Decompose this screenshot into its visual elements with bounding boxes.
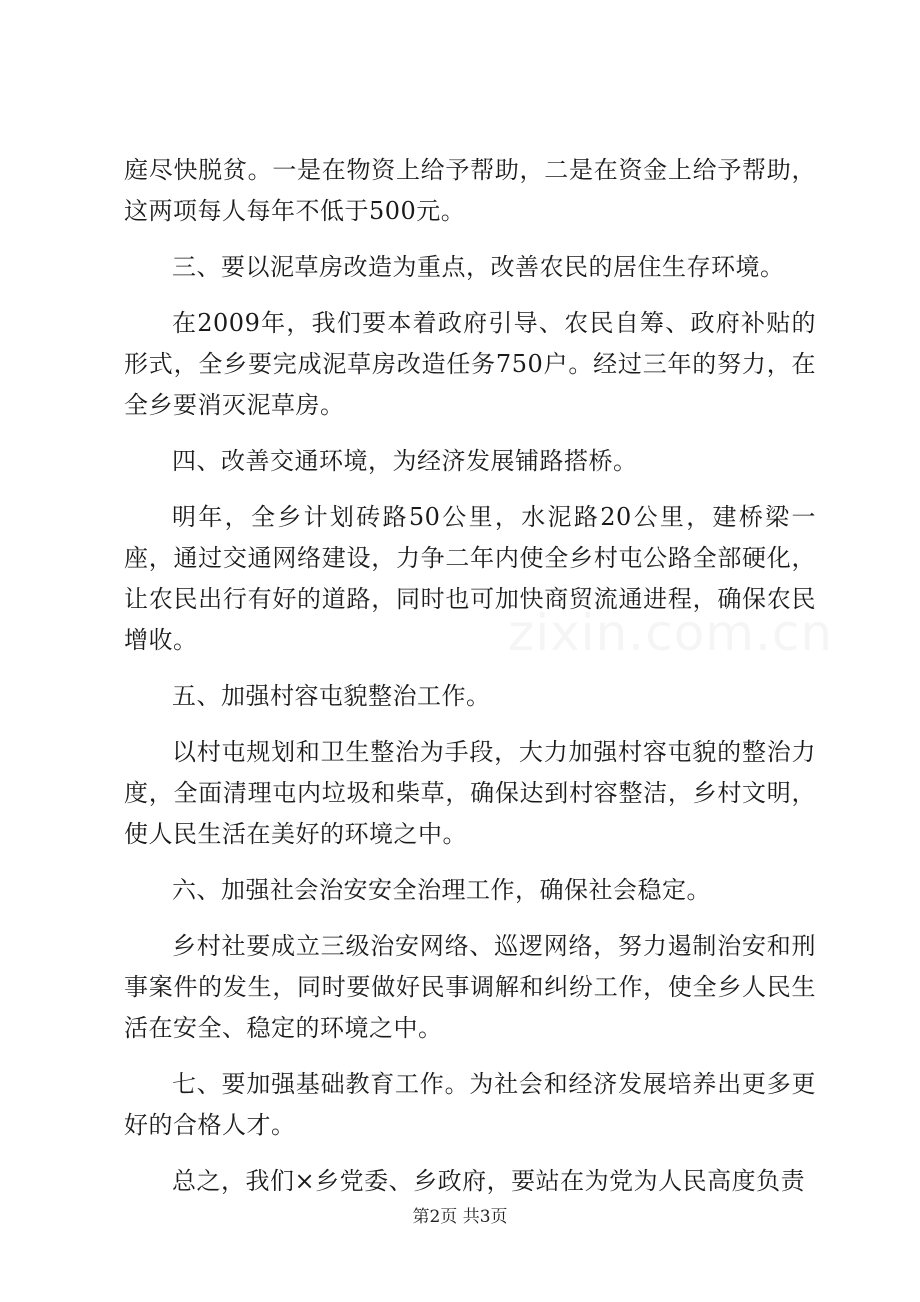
document-body [124,150,816,1217]
paragraph-6: 五、加强村容屯貌整治工作。 [172,682,491,710]
paragraph-5: 明年，全乡计划砖路50公里，水泥路20公里，建桥梁一座，通过交通网络建设，力争二年内使全乡村屯公路全部硬化，让农民出行有好的道路，同时也可加快商贸流通进程，确保农民增收。 [124,503,816,654]
paragraph-9: 乡村社要成立三级治安网络、巡逻网络，努力遏制治安和刑事案件的发生，同时要做好民事调解和纠纷工作，使全乡人民生活在安全、稳定的环境之中。 [124,932,816,1042]
paragraph-11: 总之，我们×乡党委、乡政府，要站在为党为人民高度负责 [172,1167,806,1195]
paragraph-8: 六、加强社会治安安全治理工作，确保社会稳定。 [172,876,711,904]
paragraph-1: 庭尽快脱贫。一是在物资上给予帮助，二是在资金上给予帮助，这两项每人每年不低于500元。 [124,156,816,225]
paragraph-3: 在2009年，我们要本着政府引导、农民自筹、政府补贴的形式，全乡要完成泥草房改造任务750户。经过三年的努力，在全乡要消灭泥草房。 [124,309,816,419]
watermark: zixin.com.cn [508,604,834,662]
paragraph-7: 以村屯规划和卫生整治为手段，大力加强村容屯貌的整治力度，全面清理屯内垃圾和柴草，确保达到村容整洁，乡村文明，使人民生活在美好的环境之中。 [124,738,816,848]
paragraph-4: 四、改善交通环境，为经济发展铺路搭桥。 [172,447,638,475]
paragraph-10: 七、要加强基础教育工作。为社会和经济发展培养出更多更好的合格人才。 [124,1070,816,1139]
paragraph-2: 三、要以泥草房改造为重点，改善农民的居住生存环境。 [172,253,785,281]
page-number-footer: 第2页 共3页 [412,1207,508,1227]
